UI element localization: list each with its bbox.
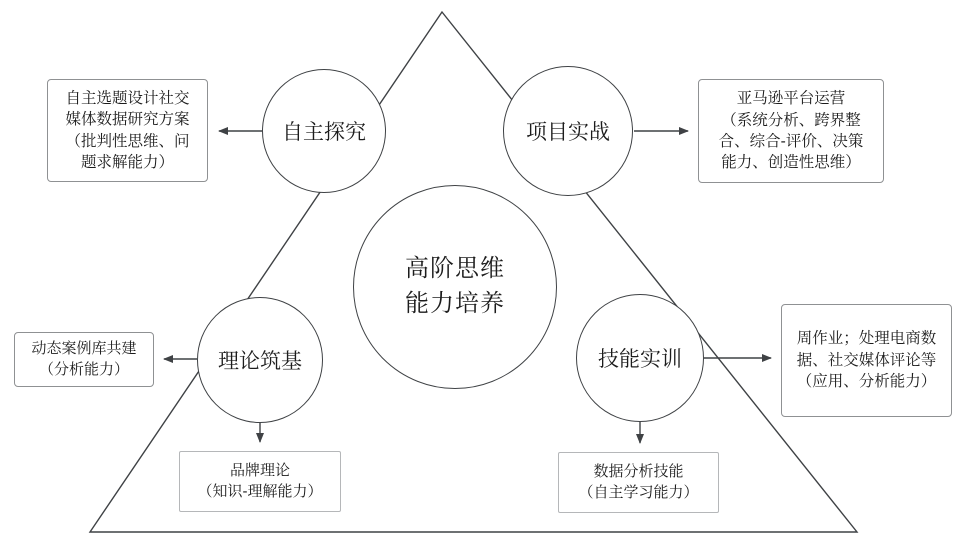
box-project-title: 亚马逊平台运营	[736, 90, 846, 108]
box-exploration-title: 自主选题设计社交媒体数据研究方案	[65, 89, 190, 129]
box-exploration-sub: （批判性思维、问题求解能力）	[65, 132, 190, 171]
circle-label-skill: 技能实训	[598, 348, 682, 371]
box-skill-side-title: 周作业；处理电商数据、社交媒体评论等	[796, 330, 937, 369]
box-theory-bottom-sub: （知识-理解能力）	[197, 482, 323, 500]
center-label-line2: 能力培养	[405, 290, 505, 317]
box-skill-side-sub: （应用、分析能力）	[796, 373, 937, 391]
box-project-sub: （系统分析、跨界整合、综合-评价、决策能力、创造性思维）	[718, 111, 864, 172]
center-circle-label	[405, 252, 505, 322]
circle-label-explore: 自主探究	[282, 121, 366, 144]
box-theory-side-sub: （分析能力）	[38, 360, 129, 378]
circle-label-project: 项目实战	[526, 121, 610, 144]
circle-project-practice	[503, 66, 633, 196]
circle-label-theory: 理论筑基	[218, 350, 302, 373]
circle-autonomous-exploration	[262, 69, 386, 193]
box-theory-side-title: 动态案例库共建	[31, 339, 137, 357]
box-project-detail	[698, 79, 884, 183]
box-theory-bottom-detail	[179, 451, 341, 512]
box-theory-bottom-title: 品牌理论	[229, 461, 290, 479]
circle-theory-foundation	[197, 297, 323, 423]
box-skill-bottom-detail	[558, 452, 719, 513]
circle-skill-training	[576, 294, 704, 422]
box-skill-bottom-title: 数据分析技能	[593, 462, 684, 480]
box-theory-side-detail	[14, 332, 154, 387]
center-circle-goal	[353, 185, 557, 389]
box-skill-bottom-sub: （自主学习能力）	[578, 483, 699, 501]
center-label-line1: 高阶思维	[405, 255, 505, 283]
box-skill-side-detail	[781, 304, 952, 417]
box-exploration-detail	[47, 79, 208, 182]
